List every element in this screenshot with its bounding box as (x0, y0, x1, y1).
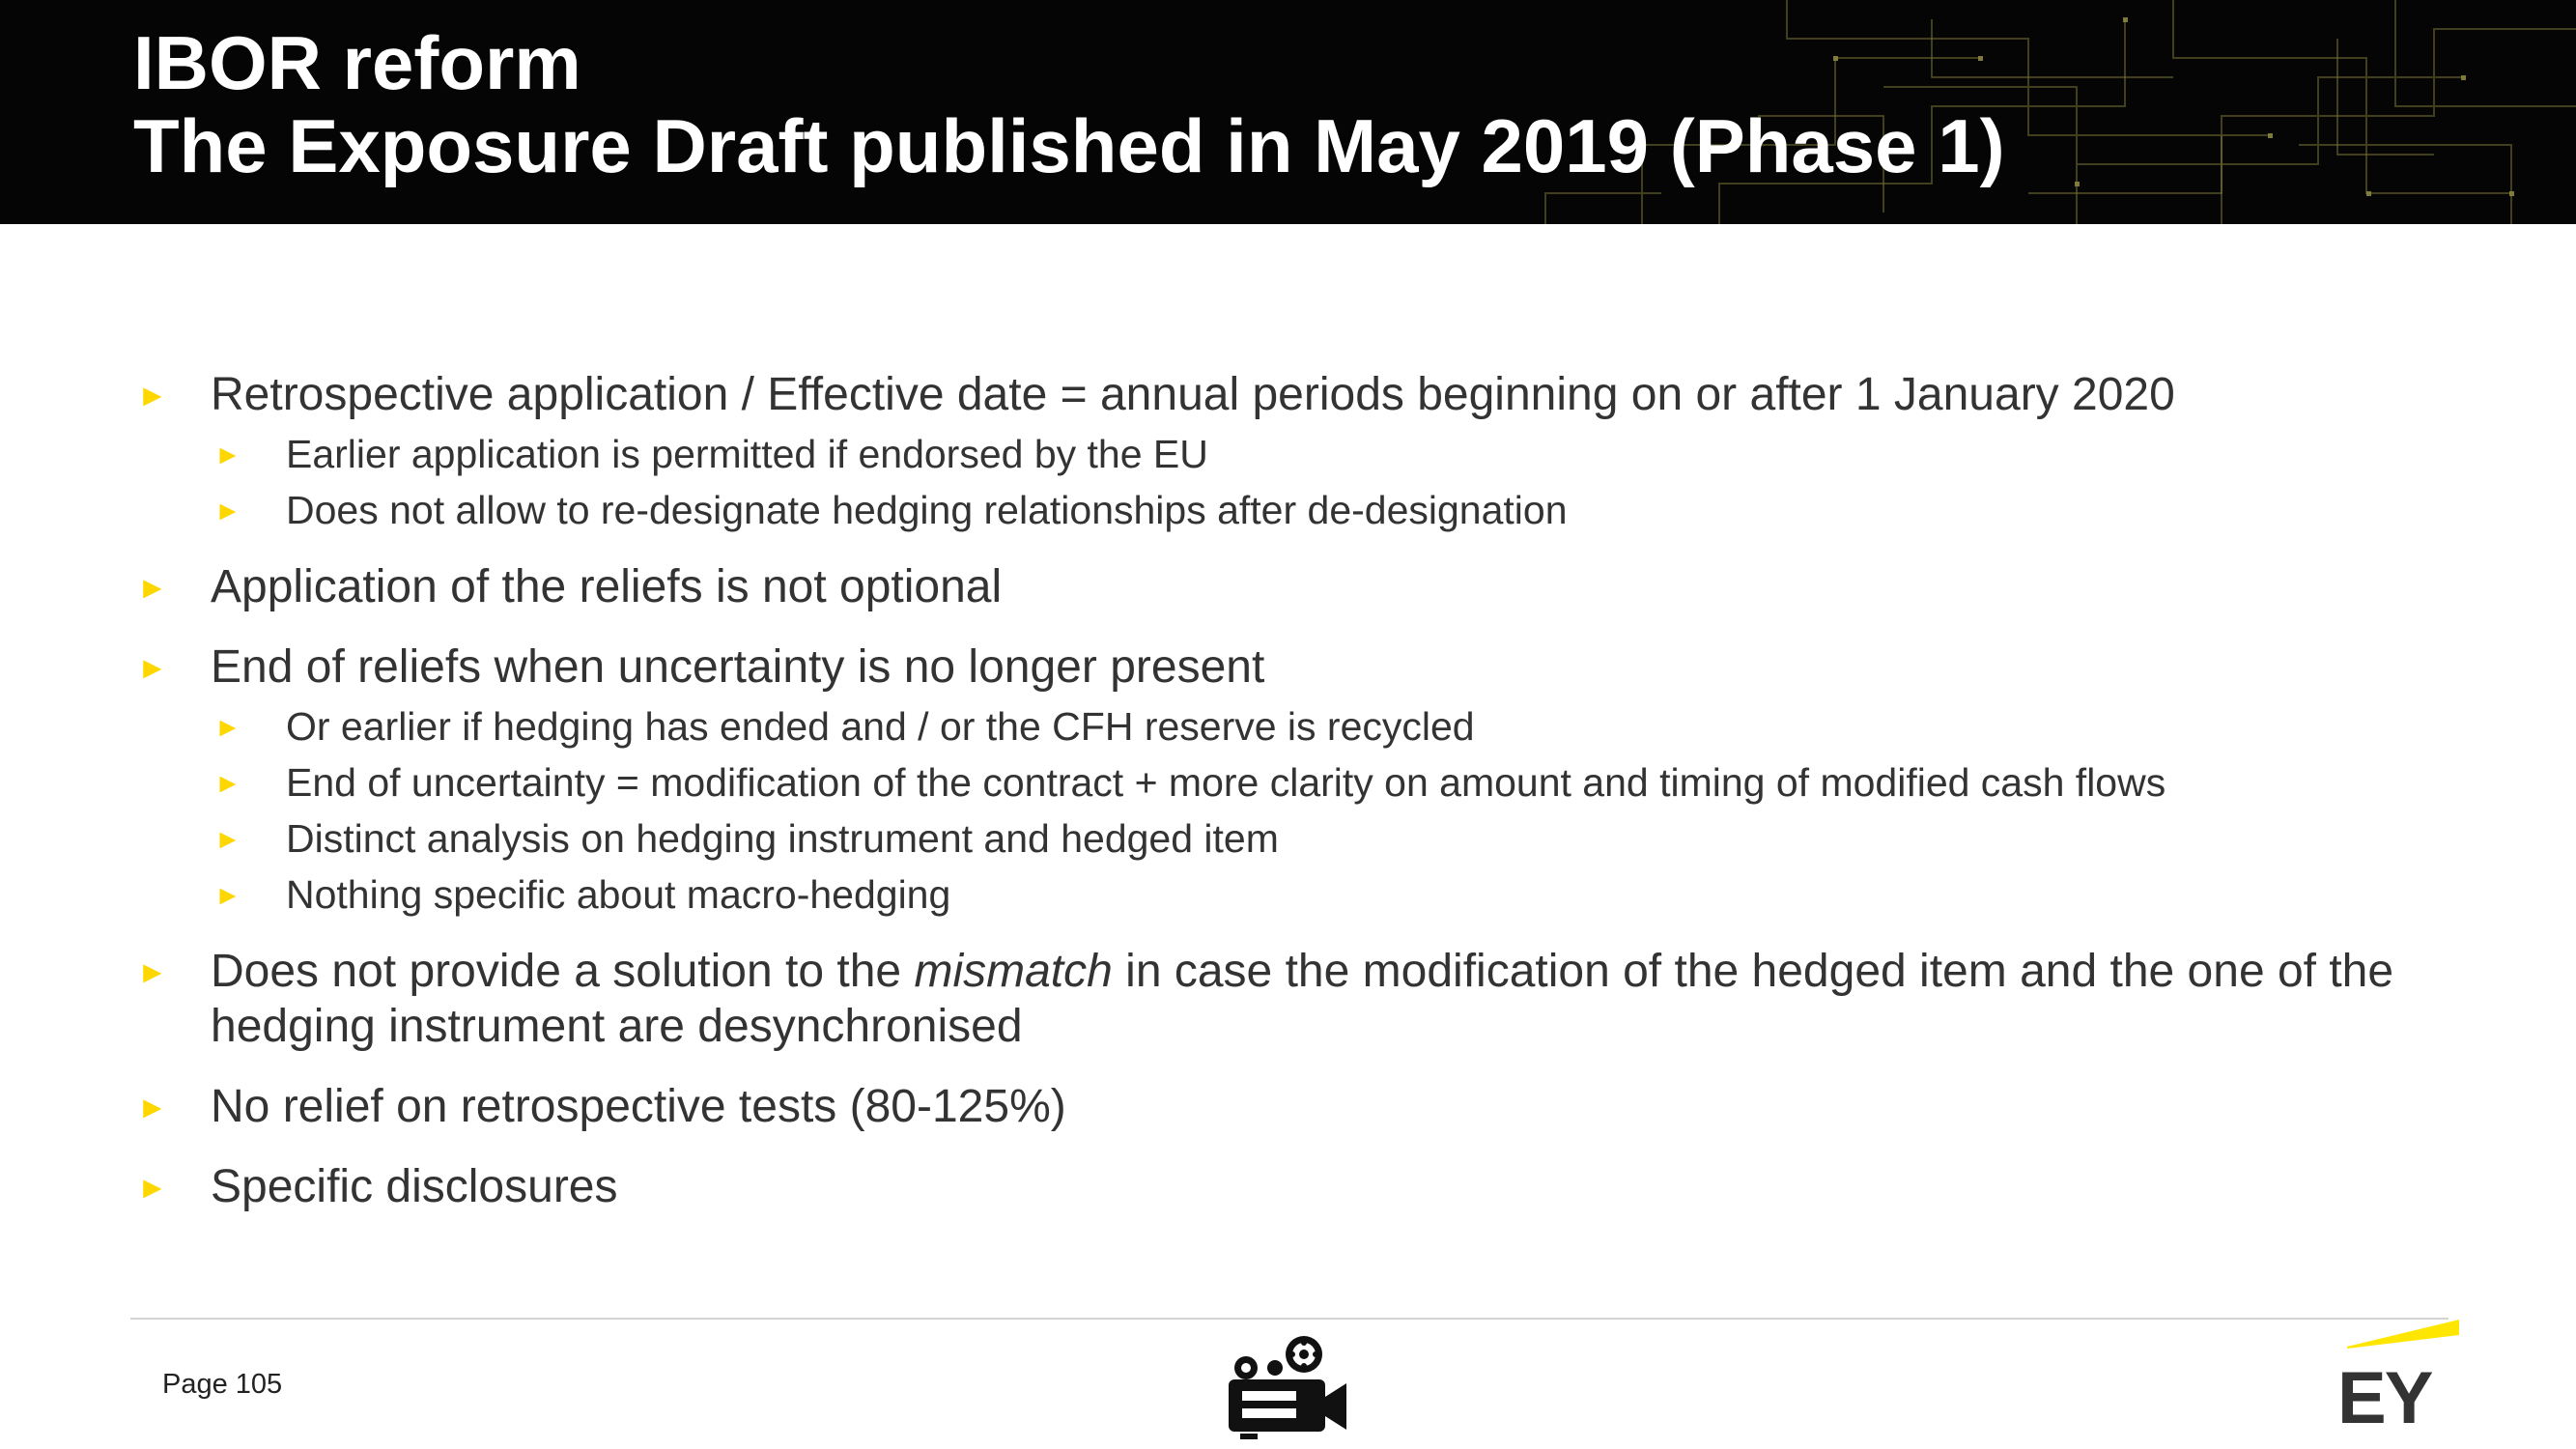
sub-bullet-item (133, 431, 2451, 478)
bullet-text: Application of the reliefs is not optional (211, 561, 1003, 612)
footer-divider (130, 1318, 2449, 1320)
bullet-text: Specific disclosures (211, 1161, 618, 1212)
bullet-arrow-icon: ► (137, 649, 168, 685)
sub-bullet-text: Nothing specific about macro-hedging (286, 872, 951, 917)
bullet-text: No relief on retrospective tests (80-125%) (211, 1081, 1066, 1132)
header-banner (0, 0, 2576, 224)
bullet-arrow-icon: ► (214, 439, 241, 469)
bullet-text-part: Does not provide a solution to the (211, 946, 915, 997)
sub-bullet-text: Or earlier if hedging has ended and / or the CFH reserve is recycled (286, 704, 1475, 749)
bullet-arrow-icon: ► (214, 767, 241, 798)
sub-bullet-item (133, 759, 2451, 807)
bullet-item (133, 559, 2451, 614)
sub-bullet-item (133, 815, 2451, 863)
slide-title (133, 21, 2005, 187)
sub-bullet-text: Earlier application is permitted if endorsed by the EU (286, 432, 1208, 476)
bullet-item (133, 1079, 2451, 1134)
title-line-1: IBOR reform (133, 20, 581, 105)
title-line-2: The Exposure Draft published in May 2019 (Phase 1) (133, 103, 2005, 188)
bullet-arrow-icon: ► (214, 495, 241, 526)
ey-logo-text: EY (2337, 1357, 2432, 1439)
bullet-arrow-icon: ► (214, 823, 241, 854)
sub-bullet-text: Distinct analysis on hedging instrument and hedged item (286, 816, 1279, 861)
page-number: Page 105 (162, 1369, 283, 1400)
bullet-arrow-icon: ► (214, 879, 241, 910)
bullet-arrow-icon: ► (214, 711, 241, 742)
bullet-text-emphasis: mismatch (914, 946, 1113, 997)
bullet-text: Retrospective application / Effective date = annual periods beginning on or after 1 January 2020 (211, 369, 2175, 420)
bullet-text: End of reliefs when uncertainty is no longer present (211, 641, 1265, 693)
sub-bullet-item (133, 703, 2451, 751)
bullet-item (133, 639, 2451, 695)
bullet-arrow-icon: ► (137, 377, 168, 412)
sub-bullet-text: End of uncertainty = modification of the contract + more clarity on amount and timing of modified cash flows (286, 760, 2166, 805)
sub-bullet-item (133, 871, 2451, 919)
bullet-arrow-icon: ► (137, 1089, 168, 1124)
bullet-item (133, 367, 2451, 422)
bullet-arrow-icon: ► (137, 1169, 168, 1205)
sub-bullet-text: Does not allow to re-designate hedging relationships after de-designation (286, 488, 1568, 532)
bullet-arrow-icon: ► (137, 954, 168, 989)
ey-logo-beam (2347, 1316, 2463, 1354)
bullet-text-part: in case the modification of the hedged item and the one of the hedging instrument are desynchronised (211, 946, 2394, 1052)
video-camera-icon[interactable] (1225, 1333, 1352, 1446)
bullet-item (133, 944, 2451, 1054)
bullet-arrow-icon: ► (137, 569, 168, 605)
bullet-list (133, 367, 2451, 1214)
sub-bullet-item (133, 487, 2451, 534)
bullet-item (133, 1159, 2451, 1214)
